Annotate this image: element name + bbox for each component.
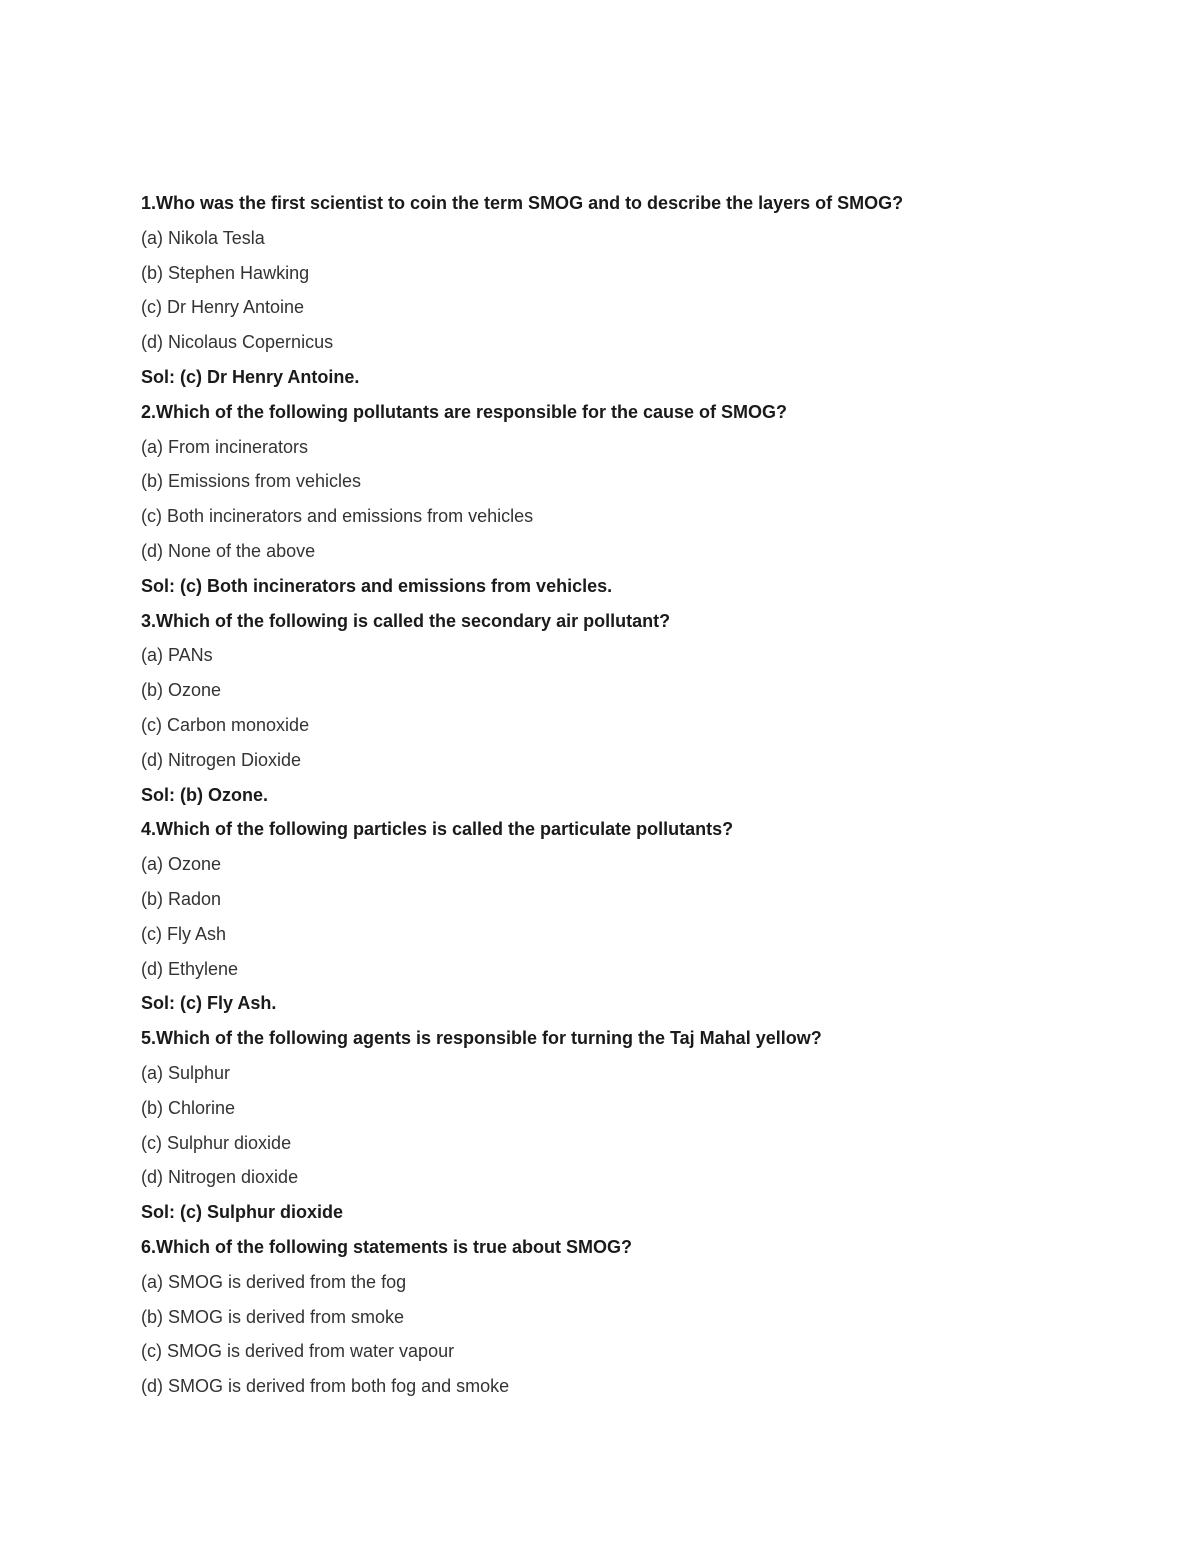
option-4a: (a) Ozone (141, 854, 222, 875)
solution-4: Sol: (c) Fly Ash. (141, 993, 277, 1014)
option-2c: (c) Both incinerators and emissions from vehicles (141, 506, 534, 527)
solution-1: Sol: (c) Dr Henry Antoine. (141, 366, 360, 387)
option-4b: (b) Radon (141, 888, 222, 909)
option-3a: (a) PANs (141, 645, 213, 666)
option-4d: (d) Ethylene (141, 958, 239, 979)
option-5c: (c) Sulphur dioxide (141, 1132, 292, 1153)
question-4: 4.Which of the following particles is called the particulate pollutants? (141, 819, 734, 840)
option-3d: (d) Nitrogen Dioxide (141, 749, 302, 770)
question-3: 3.Which of the following is called the secondary air pollutant? (141, 610, 671, 631)
option-1d: (d) Nicolaus Copernicus (141, 332, 334, 353)
option-6a: (a) SMOG is derived from the fog (141, 1271, 407, 1292)
document-page (141, 186, 1141, 1404)
option-1b: (b) Stephen Hawking (141, 262, 310, 283)
option-4c: (c) Fly Ash (141, 923, 227, 944)
option-5d: (d) Nitrogen dioxide (141, 1167, 299, 1188)
question-1: 1.Who was the first scientist to coin the term SMOG and to describe the layers of SMOG? (141, 193, 904, 213)
solution-2: Sol: (c) Both incinerators and emissions from vehicles. (141, 575, 613, 596)
option-3c: (c) Carbon monoxide (141, 714, 310, 735)
solution-5: Sol: (c) Sulphur dioxide (141, 1202, 343, 1223)
option-1c: (c) Dr Henry Antoine (141, 297, 305, 318)
option-1a: (a) Nikola Tesla (141, 227, 265, 248)
option-2a: (a) From incinerators (141, 436, 309, 457)
question-6: 6.Which of the following statements is true about SMOG? (141, 1236, 633, 1257)
option-5a: (a) Sulphur (141, 1062, 231, 1083)
option-3b: (b) Ozone (141, 680, 222, 701)
option-5b: (b) Chlorine (141, 1097, 236, 1118)
option-2b: (b) Emissions from vehicles (141, 471, 362, 492)
option-6d: (d) SMOG is derived from both fog and smoke (141, 1376, 510, 1397)
option-2d: (d) None of the above (141, 540, 316, 561)
solution-3: Sol: (b) Ozone. (141, 784, 268, 805)
question-2: 2.Which of the following pollutants are responsible for the cause of SMOG? (141, 401, 788, 422)
option-6c: (c) SMOG is derived from water vapour (141, 1341, 455, 1362)
option-6b: (b) SMOG is derived from smoke (141, 1306, 405, 1327)
question-5: 5.Which of the following agents is responsible for turning the Taj Mahal yellow? (141, 1028, 822, 1049)
